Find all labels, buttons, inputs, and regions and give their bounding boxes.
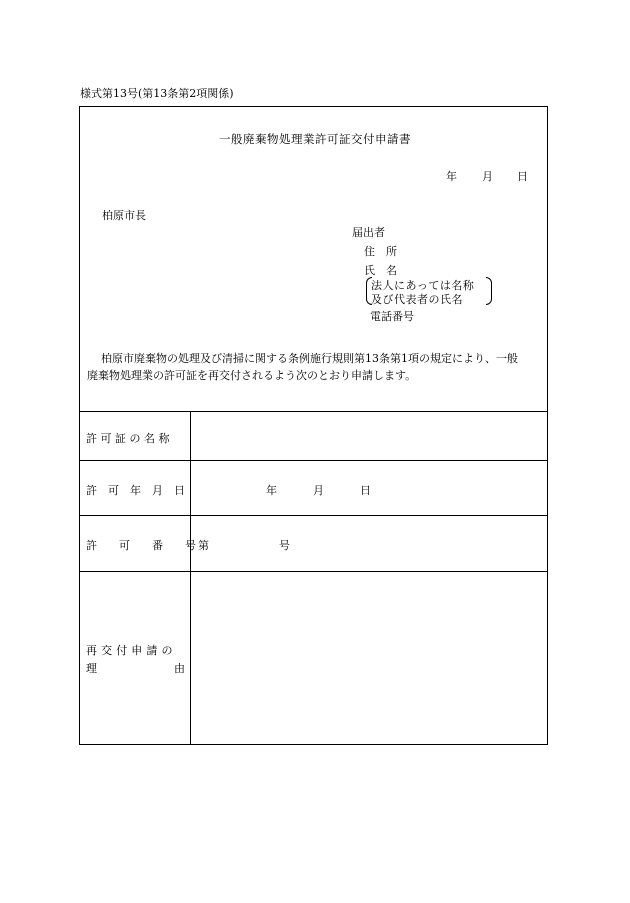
name-label: 氏 名 xyxy=(364,264,397,277)
date-day-label: 日 xyxy=(517,170,528,183)
table-column-divider xyxy=(190,411,191,745)
permit-name-label: 許 可 証 の 名 称 xyxy=(86,432,170,445)
document-title: 一般廃棄物処理業許可証交付申請書 xyxy=(219,132,411,146)
reissue-reason-field[interactable] xyxy=(198,580,538,735)
statement-line1: 柏原市廃棄物の処理及び清掃に関する条例施行規則第13条第1項の規定により、一般 xyxy=(101,352,518,365)
permit-number-prefix: 第 xyxy=(198,539,209,552)
table-top-border xyxy=(79,411,548,412)
date-year-label: 年 xyxy=(446,170,457,183)
table-row-divider xyxy=(79,515,548,516)
reissue-reason-label-line2-left: 理 xyxy=(86,662,97,675)
addressee: 柏原市長 xyxy=(102,209,146,222)
permit-number-suffix: 号 xyxy=(279,539,290,552)
permit-number-label: 許 可 番 号 xyxy=(86,539,196,552)
table-row-divider xyxy=(79,460,548,461)
permit-date-month: 月 xyxy=(313,484,324,497)
permit-name-field[interactable] xyxy=(198,429,538,447)
request-statement xyxy=(87,350,547,384)
statement-line2: 廃棄物処理業の許可証を再交付されるよう次のとおり申請します。 xyxy=(87,369,417,382)
reissue-reason-label-line2-right: 由 xyxy=(174,662,185,675)
address-label: 住 所 xyxy=(364,245,397,258)
right-bracket xyxy=(486,277,492,305)
corporate-note-line2: 及び代表者の氏名 xyxy=(371,293,463,306)
applicant-heading: 届出者 xyxy=(352,226,385,239)
corporate-note xyxy=(366,277,492,305)
permit-date-year: 年 xyxy=(266,484,277,497)
permit-date-label: 許 可 年 月 日 xyxy=(86,484,185,497)
phone-label: 電話番号 xyxy=(370,310,414,323)
form-number-label: 様式第13号(第13条第2項関係) xyxy=(80,87,234,100)
corporate-note-line1: 法人にあっては名称 xyxy=(371,279,475,292)
reissue-reason-label-line1: 再 交 付 申 請 の xyxy=(86,644,173,657)
date-month-label: 月 xyxy=(482,170,493,183)
permit-date-day: 日 xyxy=(360,484,371,497)
table-row-divider xyxy=(79,571,548,572)
